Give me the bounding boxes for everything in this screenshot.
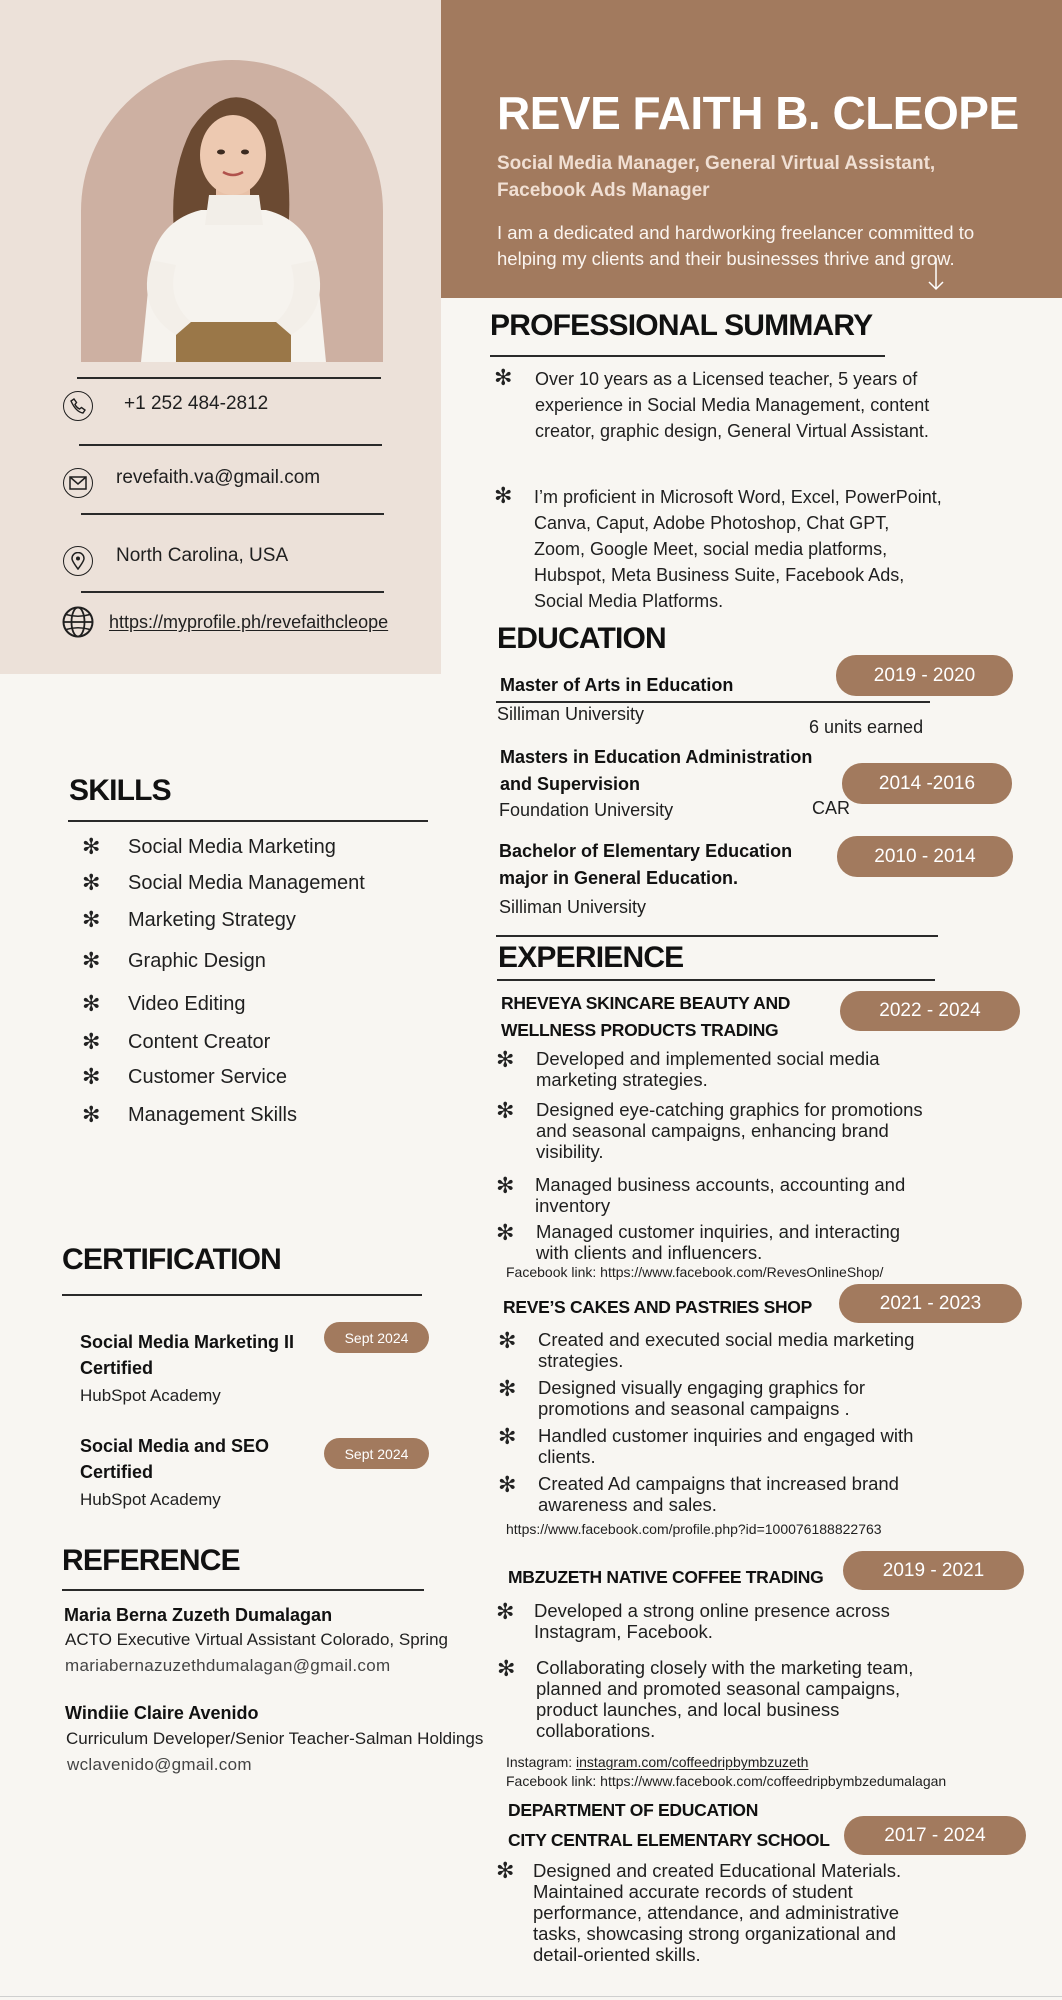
bullet-star-icon: ✻ (82, 1064, 101, 1089)
education-school: Silliman University (497, 704, 645, 724)
profile-photo (81, 60, 383, 362)
skill-item: Graphic Design (128, 950, 266, 972)
education-school: Foundation University (499, 800, 674, 820)
job-link[interactable]: https://www.facebook.com/profile.php?id=100076188822763 (506, 1521, 882, 1537)
education-note: 6 units earned (809, 717, 924, 737)
person-name: REVE FAITH B. CLEOPE (497, 87, 1019, 139)
job-years-badge: 2022 - 2024 (840, 991, 1020, 1031)
arrow-down-icon (926, 258, 946, 292)
bullet-star-icon: ✻ (498, 1424, 517, 1449)
job-company: DEPARTMENT OF EDUCATION (508, 1800, 759, 1820)
education-school: Silliman University (499, 897, 647, 917)
bullet-star-icon: ✻ (497, 1656, 516, 1681)
contact-email[interactable]: revefaith.va@gmail.com (116, 467, 321, 488)
job-years-badge: 2019 - 2021 (843, 1551, 1024, 1590)
job-bullet: Developed and implemented social media marketing strategies. (536, 1048, 880, 1090)
bullet-star-icon: ✻ (82, 1102, 101, 1127)
job-bullet: Designed eye-catching graphics for promotions and seasonal campaigns, enhancing brand visibility. (536, 1099, 923, 1162)
summary-item: I’m proficient in Microsoft Word, Excel, PowerPoint, Canva, Caput, Adobe Photoshop, Chat GPT, Zoom, Google Meet, social media platforms, Hubspot, Meta Business Suite, Facebook Ads, Social Media Platforms. (534, 487, 942, 611)
tagline: I am a dedicated and hardworking freelancer committed to helping my clients and their businesses thrive and grow. (497, 222, 975, 269)
divider (62, 1589, 424, 1591)
bullet-star-icon: ✻ (82, 948, 101, 973)
reference-title: REFERENCE (62, 1544, 240, 1577)
education-title: EDUCATION (497, 622, 666, 655)
bullet-star-icon: ✻ (494, 483, 513, 508)
job-bullet: Managed business accounts, accounting and inventory (535, 1174, 906, 1216)
education-years-badge: 2019 - 2020 (836, 655, 1013, 696)
contact-phone[interactable]: +1 252 484-2812 (124, 393, 269, 414)
bullet-star-icon: ✻ (496, 1173, 515, 1198)
certification-name: Social Media and SEO Certified (80, 1436, 270, 1482)
bullet-star-icon: ✻ (498, 1328, 517, 1353)
contact-website-link[interactable]: https://myprofile.ph/revefaithcleope (109, 612, 389, 632)
skill-item: Marketing Strategy (128, 909, 296, 931)
contact-location: North Carolina, USA (116, 545, 289, 566)
divider (497, 979, 935, 981)
certification-date-badge: Sept 2024 (324, 1438, 429, 1469)
bullet-star-icon: ✻ (496, 1220, 515, 1245)
divider (79, 444, 382, 446)
reference-role: Curriculum Developer/Senior Teacher-Salman Holdings (66, 1729, 484, 1748)
page-bottom-divider (0, 1996, 1062, 1997)
job-bullet: Managed customer inquiries, and interacting with clients and influencers. (536, 1221, 901, 1263)
divider (490, 355, 885, 357)
bullet-star-icon: ✻ (82, 870, 101, 895)
bullet-star-icon: ✻ (496, 1858, 515, 1883)
education-note: CAR (812, 798, 851, 818)
skill-item: Social Media Marketing (128, 836, 336, 858)
summary-title: PROFESSIONAL SUMMARY (490, 309, 873, 342)
bullet-star-icon: ✻ (82, 1029, 101, 1054)
skill-item: Video Editing (128, 993, 246, 1015)
job-company: RHEVEYA SKINCARE BEAUTY AND WELLNESS PRODUCTS TRADING (501, 993, 791, 1040)
divider (62, 1294, 422, 1296)
experience-title: EXPERIENCE (498, 941, 684, 974)
divider (81, 591, 384, 593)
job-company: REVE’S CAKES AND PASTRIES SHOP (503, 1297, 812, 1317)
education-degree: Master of Arts in Education (500, 675, 734, 695)
mail-icon (63, 468, 93, 498)
job-years-badge: 2017 - 2024 (844, 1816, 1026, 1855)
skills-title: SKILLS (69, 774, 171, 807)
bullet-star-icon: ✻ (498, 1376, 517, 1401)
job-bullet: Designed visually engaging graphics for promotions and seasonal campaigns . (538, 1377, 866, 1419)
job-company: CITY CENTRAL ELEMENTARY SCHOOL (508, 1830, 830, 1850)
skill-item: Management Skills (128, 1104, 297, 1126)
reference-email[interactable]: wclavenido@gmail.com (67, 1755, 252, 1774)
certification-issuer: HubSpot Academy (80, 1386, 221, 1405)
bullet-star-icon: ✻ (82, 991, 101, 1016)
skill-item: Customer Service (128, 1066, 287, 1088)
education-years-badge: 2014 -2016 (842, 763, 1012, 804)
divider (77, 377, 381, 379)
job-link[interactable]: Facebook link: https://www.facebook.com/RevesOnlineShop/ (506, 1264, 884, 1280)
certification-issuer: HubSpot Academy (80, 1490, 221, 1509)
job-company: MBZUZETH NATIVE COFFEE TRADING (508, 1567, 824, 1587)
reference-name: Maria Berna Zuzeth Dumalagan (64, 1605, 333, 1625)
globe-icon (62, 606, 94, 638)
job-years-badge: 2021 - 2023 (839, 1284, 1022, 1323)
job-roles: Social Media Manager, General Virtual Assistant, Facebook Ads Manager (497, 153, 936, 201)
bullet-star-icon: ✻ (496, 1047, 515, 1072)
bullet-star-icon: ✻ (82, 907, 101, 932)
reference-email[interactable]: mariabernazuzethdumalagan@gmail.com (65, 1656, 391, 1675)
certification-date-badge: Sept 2024 (324, 1322, 429, 1353)
job-link-instagram[interactable]: Instagram: instagram.com/coffeedripbymbzuzeth (506, 1754, 809, 1770)
bullet-star-icon: ✻ (82, 834, 101, 859)
job-link[interactable]: Facebook link: https://www.facebook.com/coffeedripbymbzedumalagan (506, 1773, 947, 1789)
skill-item: Social Media Management (128, 872, 365, 894)
education-years-badge: 2010 - 2014 (837, 836, 1013, 877)
job-bullet: Handled customer inquiries and engaged with clients. (538, 1425, 914, 1467)
skill-item: Content Creator (128, 1031, 271, 1053)
reference-role: ACTO Executive Virtual Assistant Colorado, Spring (65, 1630, 448, 1649)
reference-name: Windiie Claire Avenido (65, 1703, 259, 1723)
education-degree: Masters in Education Administration and Supervision (500, 747, 813, 794)
education-degree: Bachelor of Elementary Education major in General Education. (499, 841, 793, 888)
bullet-star-icon: ✻ (494, 365, 513, 390)
divider (496, 701, 930, 703)
job-bullet: Created and executed social media marketing strategies. (538, 1329, 915, 1371)
summary-item: Over 10 years as a Licensed teacher, 5 years of experience in Social Media Management, content creator, graphic design, General Virtual Assistant. (535, 369, 930, 441)
phone-icon (63, 391, 93, 421)
job-bullet: Developed a strong online presence across Instagram, Facebook. (534, 1600, 890, 1642)
job-bullet: Collaborating closely with the marketing team, planned and promoted seasonal campaigns, product launches, and local business collaborations. (536, 1657, 914, 1741)
bullet-star-icon: ✻ (496, 1098, 515, 1123)
job-bullet: Created Ad campaigns that increased brand awareness and sales. (538, 1473, 899, 1515)
divider (496, 935, 938, 937)
certification-name: Social Media Marketing II Certified (80, 1332, 295, 1378)
certification-title: CERTIFICATION (62, 1243, 282, 1276)
bullet-star-icon: ✻ (496, 1599, 515, 1624)
bullet-star-icon: ✻ (498, 1472, 517, 1497)
divider (68, 820, 428, 822)
divider (81, 513, 384, 515)
location-pin-icon (63, 546, 93, 576)
job-bullet: Designed and created Educational Materials. Maintained accurate records of student performance, attendance, and administrative tasks, showcasing strong organizational and detail-oriented skills. (533, 1860, 902, 1965)
